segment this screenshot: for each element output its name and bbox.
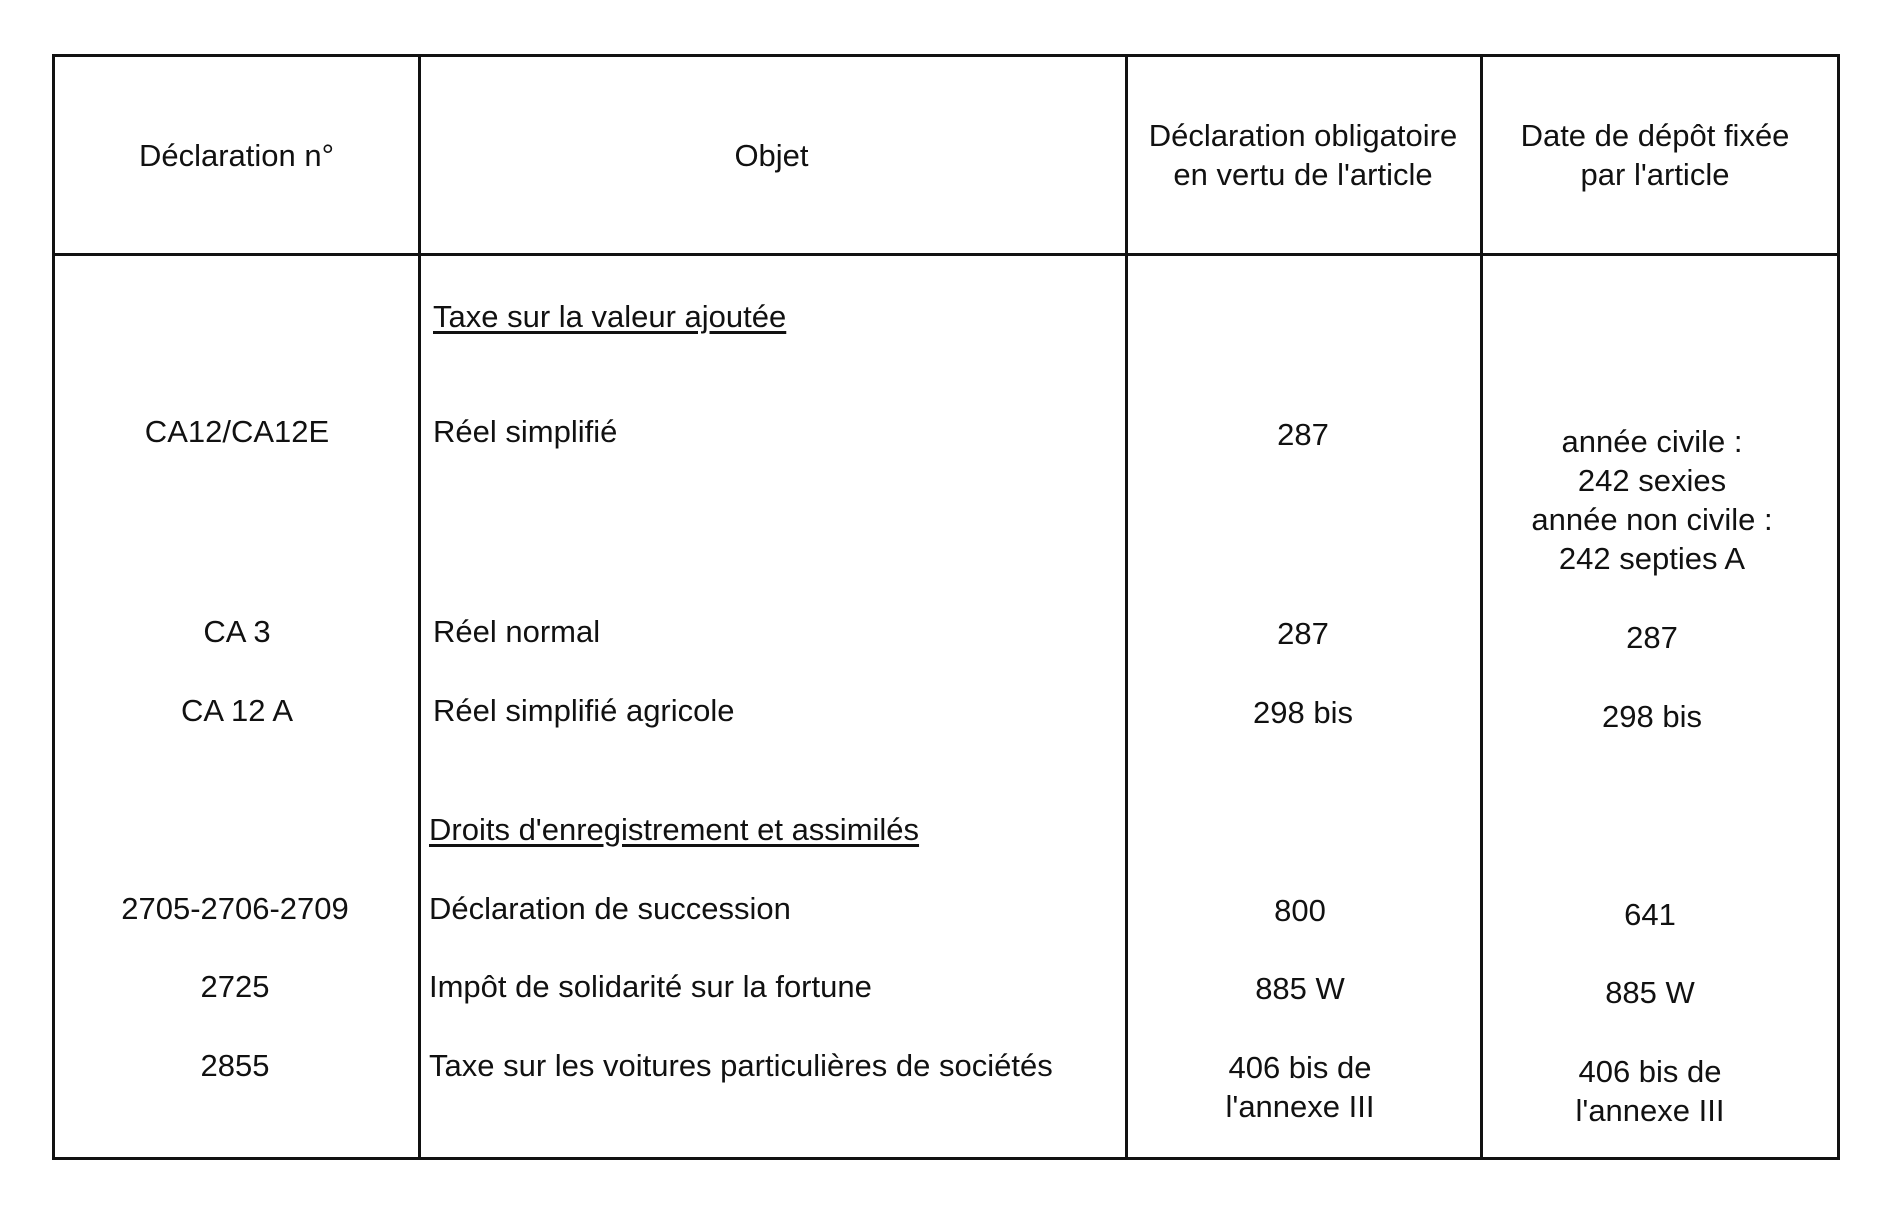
row-date: 885 W bbox=[1605, 975, 1695, 1010]
row-objet: Déclaration de succession bbox=[429, 891, 791, 926]
row-article: 287 bbox=[1277, 417, 1329, 452]
row-objet: Réel normal bbox=[433, 614, 601, 649]
row-article: 298 bis bbox=[1253, 695, 1353, 730]
row-numero: CA12/CA12E bbox=[144, 414, 330, 449]
section-title-tva: Taxe sur la valeur ajoutée bbox=[433, 299, 787, 334]
row-date: année civile : 242 sexies année non civile : 242 septies A bbox=[1531, 424, 1773, 576]
row-date: 287 bbox=[1626, 620, 1678, 655]
column-divider bbox=[1125, 57, 1128, 1157]
row-article: 885 W bbox=[1255, 971, 1345, 1006]
row-objet: Taxe sur les voitures particulières de sociétés bbox=[429, 1048, 1053, 1083]
section-title-droits: Droits d'enregistrement et assimilés bbox=[429, 812, 920, 847]
column-divider bbox=[1480, 57, 1483, 1157]
declarations-table bbox=[52, 54, 1840, 1160]
row-numero: CA 3 bbox=[203, 614, 271, 649]
row-date: 406 bis de l'annexe III bbox=[1575, 1054, 1725, 1128]
row-objet: Réel simplifié bbox=[433, 414, 618, 449]
row-numero: CA 12 A bbox=[180, 693, 294, 728]
row-objet: Impôt de solidarité sur la fortune bbox=[429, 969, 872, 1004]
row-objet: Réel simplifié agricole bbox=[433, 693, 735, 728]
row-article: 287 bbox=[1277, 616, 1329, 651]
header-divider bbox=[55, 253, 1837, 256]
row-numero: 2725 bbox=[200, 969, 270, 1004]
row-article: 800 bbox=[1274, 893, 1326, 928]
header-declaration-number: Déclaration n° bbox=[138, 137, 335, 173]
row-date: 298 bis bbox=[1602, 699, 1702, 734]
row-numero: 2855 bbox=[200, 1048, 270, 1083]
header-date-depot: Date de dépôt fixée par l'article bbox=[1520, 118, 1790, 192]
row-numero: 2705-2706-2709 bbox=[121, 891, 349, 926]
header-objet: Objet bbox=[734, 137, 809, 173]
header-article: Déclaration obligatoire en vertu de l'article bbox=[1148, 118, 1458, 192]
row-article: 406 bis de l'annexe III bbox=[1225, 1050, 1375, 1124]
row-date: 641 bbox=[1624, 897, 1676, 932]
